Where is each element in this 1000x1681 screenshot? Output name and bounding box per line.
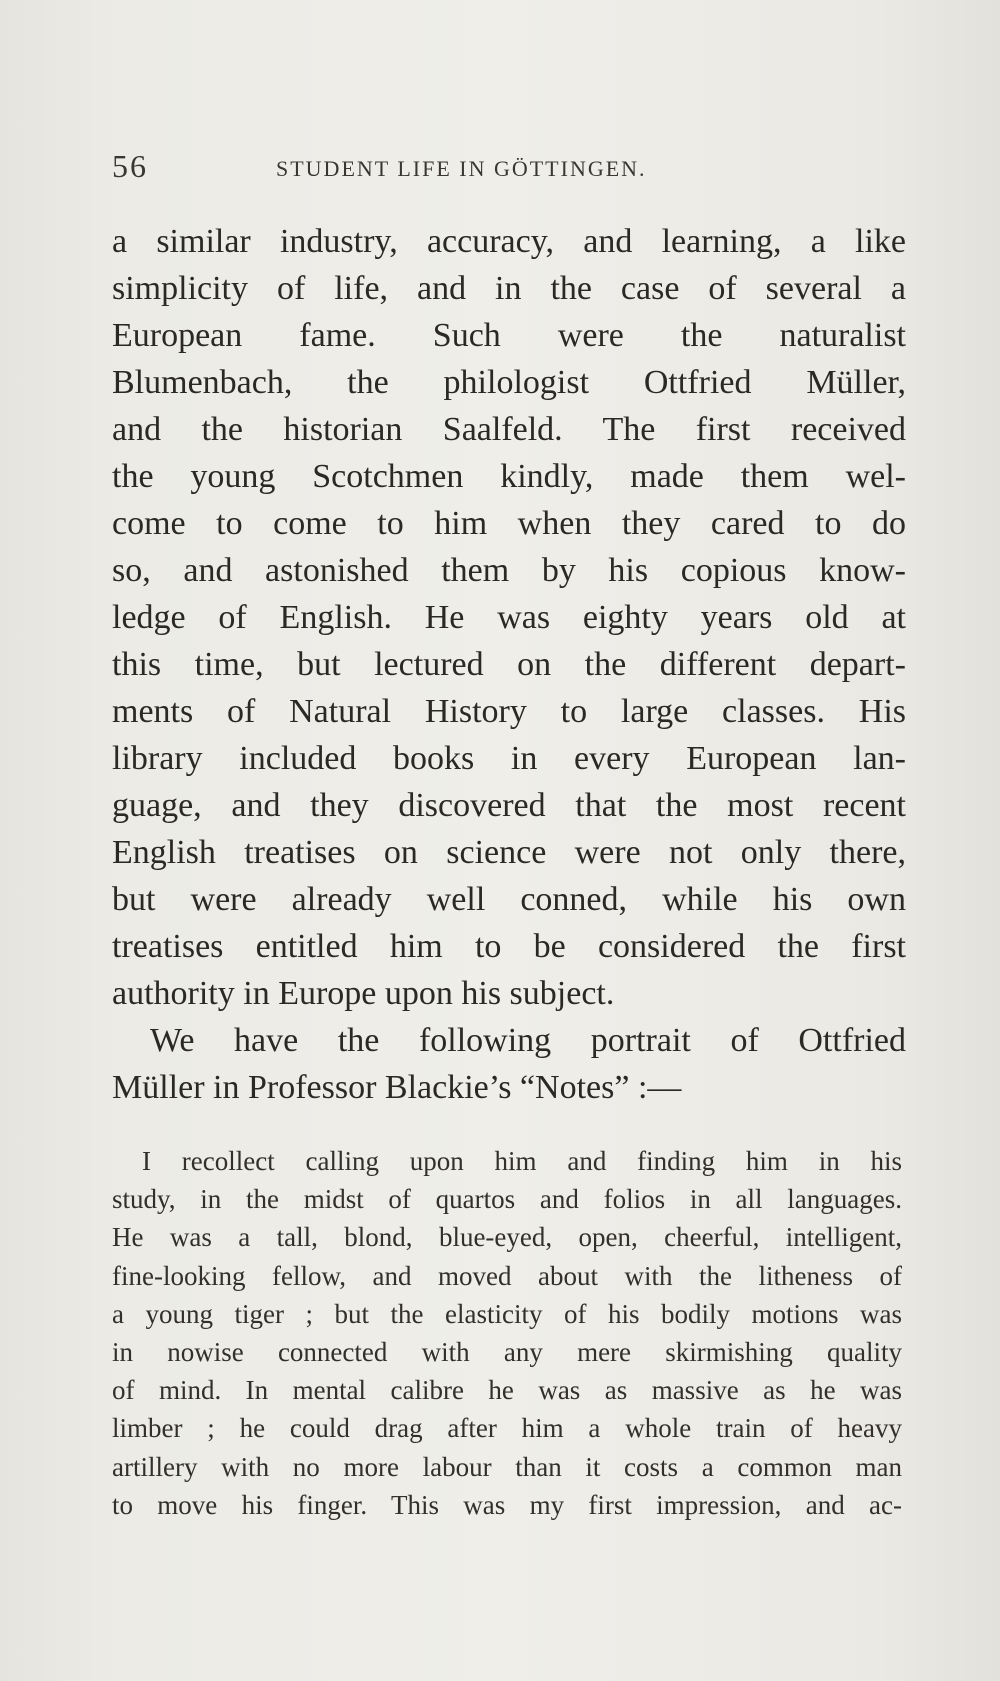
text-line: but were already well conned, while his own [112, 881, 906, 918]
text-line: Blumenbach, the philologist Ottfried Müller, [112, 364, 906, 401]
text-line: European fame. Such were the naturalist [112, 317, 906, 354]
quote-line: study, in the midst of quartos and folios in all languages. [112, 1184, 902, 1215]
main-text [112, 218, 906, 1111]
quote-line: fine-looking fellow, and moved about with the litheness of [112, 1260, 902, 1291]
paragraph-1 [112, 218, 906, 1017]
page-number: 56 [112, 148, 148, 184]
quote-line: a young tiger ; but the elasticity of his bodily motions was [112, 1298, 902, 1329]
text-line: guage, and they discovered that the most recent [112, 787, 906, 824]
text-line: treatises entitled him to be considered the first [112, 928, 906, 965]
text-line: library included books in every European lan- [112, 740, 906, 777]
quote-line: limber ; he could drag after him a whole train of heavy [112, 1413, 902, 1444]
text-line: ledge of English. He was eighty years old at [112, 599, 906, 636]
running-head: STUDENT LIFE IN GÖTTINGEN. [276, 156, 647, 181]
text-line: and the historian Saalfeld. The first received [112, 411, 906, 448]
text-line: a similar industry, accuracy, and learning, a like [112, 223, 906, 260]
text-line: Müller in Professor Blackie’s “Notes” :— [112, 1069, 682, 1106]
quote-line: artillery with no more labour than it costs a common man [112, 1451, 902, 1482]
page-header [112, 148, 740, 188]
paragraph-2 [112, 1017, 906, 1111]
text-line: come to come to him when they cared to do [112, 505, 906, 542]
text-line: this time, but lectured on the different depart- [112, 646, 906, 683]
text-line: ments of Natural History to large classes. His [112, 693, 906, 730]
text-line: the young Scotchmen kindly, made them wel- [112, 458, 906, 495]
quote-line: He was a tall, blond, blue-eyed, open, cheerful, intelligent, [112, 1222, 902, 1253]
text-line: simplicity of life, and in the case of several a [112, 270, 906, 307]
block-quotation [112, 1142, 902, 1524]
quote-line: of mind. In mental calibre he was as massive as he was [112, 1375, 902, 1406]
text-line: authority in Europe upon his subject. [112, 975, 615, 1012]
text-line: English treatises on science were not only there, [112, 834, 906, 871]
text-line: We have the following portrait of Ottfried [150, 1022, 906, 1059]
text-line: so, and astonished them by his copious know- [112, 552, 906, 589]
quote-line: in nowise connected with any mere skirmishing quality [112, 1336, 902, 1367]
quote-line: I recollect calling upon him and finding him in his [142, 1146, 902, 1176]
quote-line: to move his finger. This was my first impression, and ac- [112, 1489, 902, 1520]
